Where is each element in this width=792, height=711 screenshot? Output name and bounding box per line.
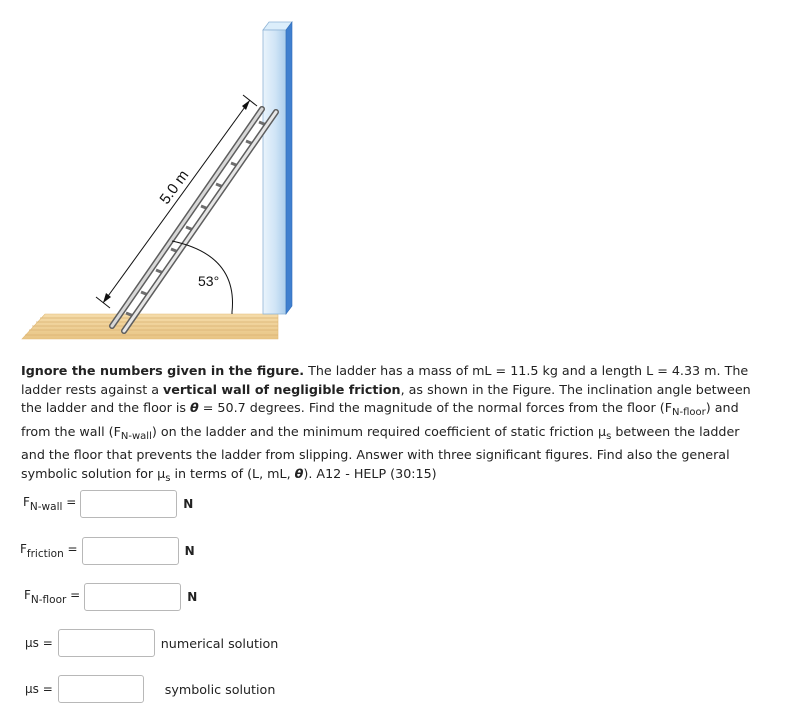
fn-wall-unit: N [183,497,194,511]
ladder [112,109,276,331]
answer-row-mu-numeric [25,627,278,659]
mu-numeric-input[interactable] [58,629,155,657]
angle-label: 53° [198,273,220,289]
problem-wall-emphasis: vertical wall of negligible friction [163,381,401,397]
sub-n-wall: N-wall [120,430,152,442]
problem-text-4: ) and from the wall (F [21,400,739,439]
problem-warning: Ignore the numbers given in the figure. [21,363,305,378]
problem-text-5: ) on the ladder and the minimum required coefficient of static friction μ [151,423,607,439]
problem-text-8: ). A12 - HELP (30:15) [303,465,437,481]
problem-text-3: = 50.7 degrees. Find the magnitude of the normal forces from the floor (F [198,400,673,416]
fn-floor-label: FN-floor = [24,588,81,606]
length-dimension [96,95,257,308]
fn-floor-unit: N [187,590,198,604]
friction-input[interactable] [82,537,179,565]
fn-wall-input[interactable] [80,490,177,518]
problem-text-1: The ladder has a mass of mL = 11.5 kg and a length L = 4.33 m. The ladder rests against a [21,363,749,397]
sub-n-floor: N-floor [672,407,706,419]
theta-symbol: θ [190,400,199,416]
answer-row-friction [20,535,195,567]
problem-text-7: in terms of (L, mL, [170,465,295,481]
problem-text-6: between the ladder and the floor that prevents the ladder from slipping. Answer with three significant figures. Find also the general symbolic solution for μ [21,423,740,481]
floor [22,314,278,339]
answer-row-fn-wall [23,488,193,520]
answer-row-mu-symbolic [25,673,275,705]
sub-s: s [606,430,612,442]
problem-statement [21,362,761,489]
theta-symbol-2: θ [294,465,304,481]
wall [263,22,292,314]
mu-numeric-note: numerical solution [160,635,279,651]
answer-row-fn-floor [24,581,197,613]
friction-unit: N [184,544,195,558]
fn-wall-label: FN-wall = [23,495,77,513]
mu-symbolic-input[interactable] [58,675,144,703]
friction-label: Ffriction = [20,542,78,560]
sub-s-2: s [165,472,171,484]
problem-text-2: , as shown in the Figure. The inclination angle between the ladder and the floor is [21,381,751,416]
fn-floor-input[interactable] [84,583,181,611]
mu-symbolic-label: μs = [25,682,53,696]
length-label: 5.0 m [156,167,193,208]
mu-symbolic-note: symbolic solution [164,681,276,697]
mu-numeric-label: μs = [25,636,53,650]
